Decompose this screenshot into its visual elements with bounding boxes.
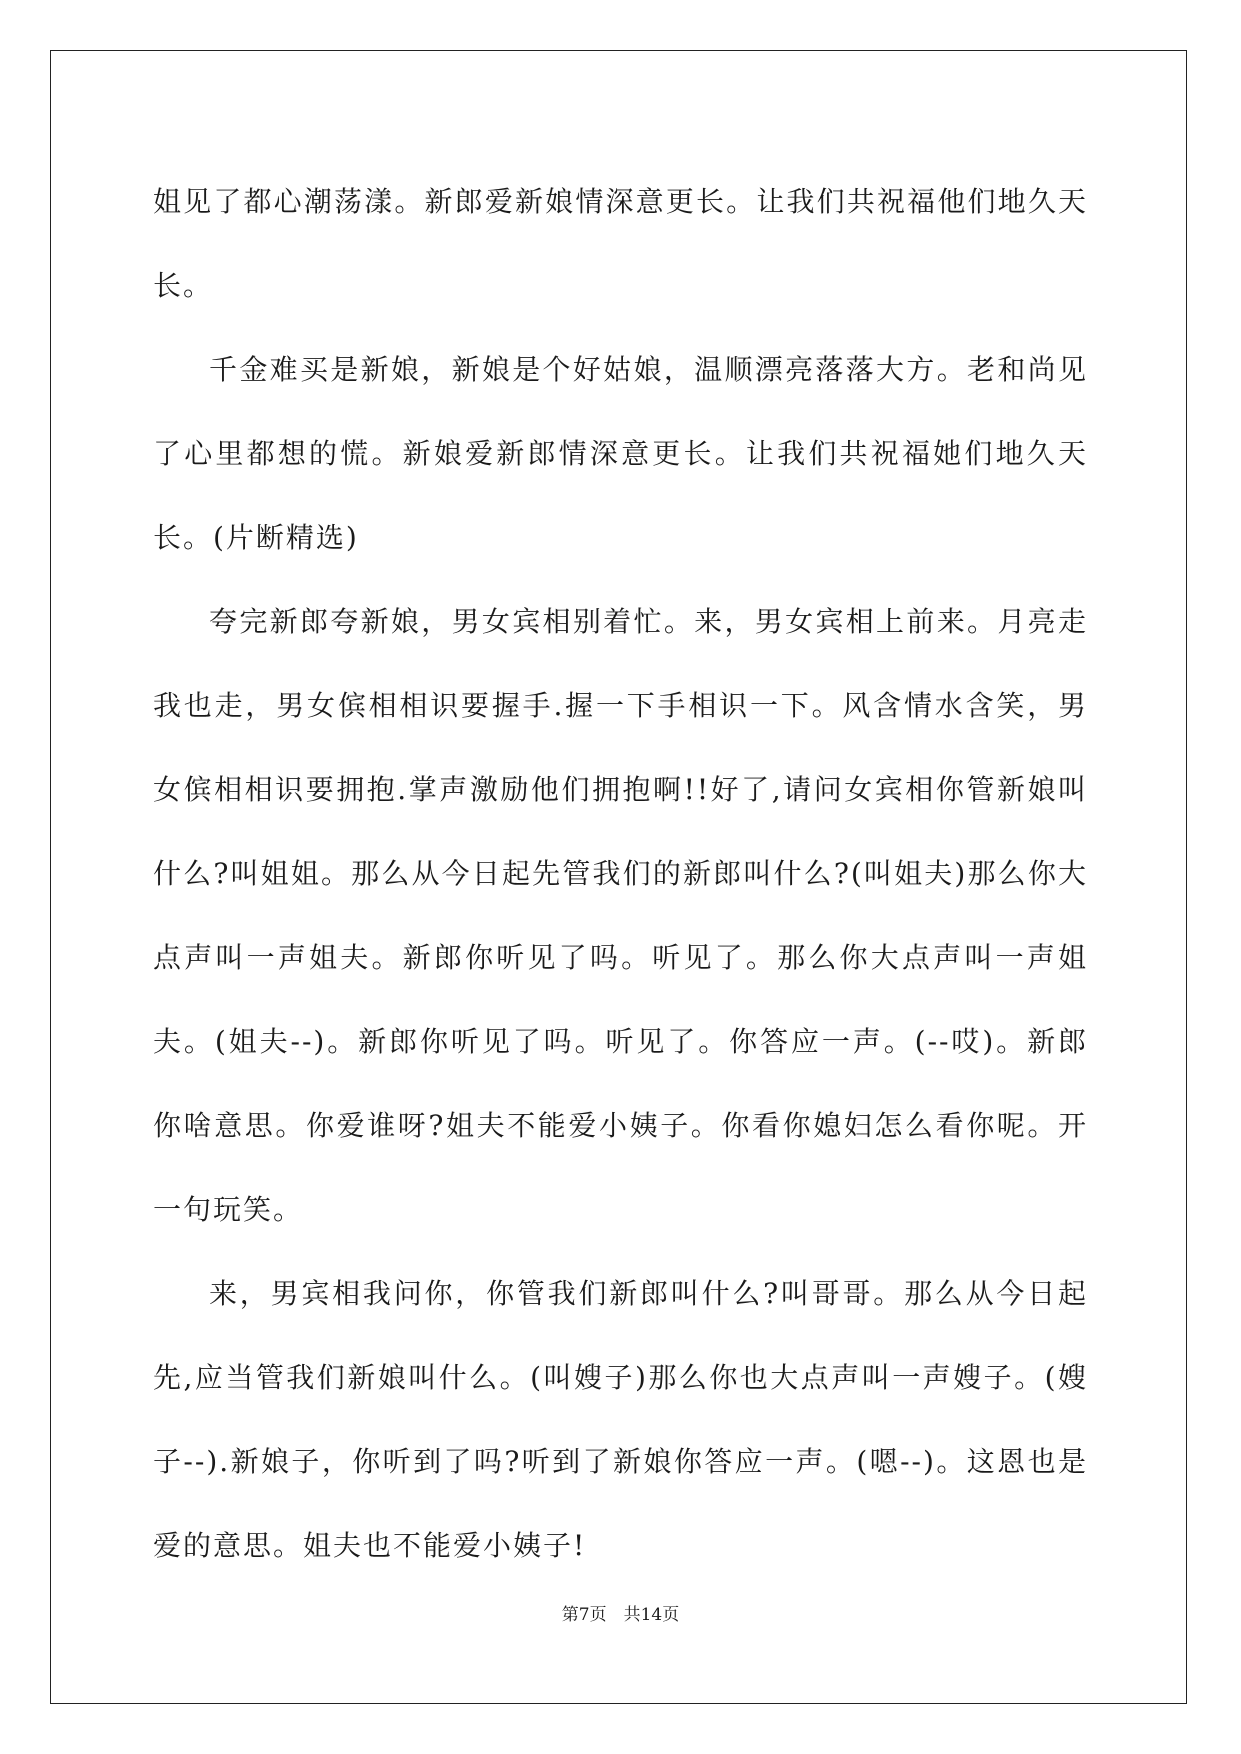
paragraph-3: 夸完新郎夸新娘，男女宾相别着忙。来，男女宾相上前来。月亮走我也走，男女傧相相识要握手.握一下手相识一下。风含情水含笑，男女傧相相识要拥抱.掌声激励他们拥抱啊!!好了,请问女宾相你管新娘叫什么?叫姐姐。那么从今日起先管我们的新郎叫什么?(叫姐夫)那么你大点声叫一声姐夫。新郎你听见了吗。听见了。那么你大点声叫一声姐夫。(姐夫--)。新郎你听见了吗。听见了。你答应一声。(--哎)。新郎你啥意思。你爱谁呀?姐夫不能爱小姨子。你看你媳妇怎么看你呢。开一句玩笑。 <box>153 605 1088 1226</box>
paragraph-2: 千金难买是新娘，新娘是个好姑娘，温顺漂亮落落大方。老和尚见了心里都想的慌。新娘爱新郎情深意更长。让我们共祝福她们地久天长。(片断精选) <box>153 353 1088 554</box>
paragraph-4: 来，男宾相我问你，你管我们新郎叫什么?叫哥哥。那么从今日起先,应当管我们新娘叫什么。(叫嫂子)那么你也大点声叫一声嫂子。(嫂子--).新娘子，你听到了吗?听到了新娘你答应一声。(嗯--)。这恩也是爱的意思。姐夫也不能爱小姨子! <box>153 1277 1088 1562</box>
document-body <box>153 160 1088 1588</box>
page-number-label: 第7页 共14页 <box>561 1605 680 1625</box>
page-footer <box>0 1605 1241 1625</box>
paragraph-1: 姐见了都心潮荡漾。新郎爱新娘情深意更长。让我们共祝福他们地久天长。 <box>153 185 1088 302</box>
